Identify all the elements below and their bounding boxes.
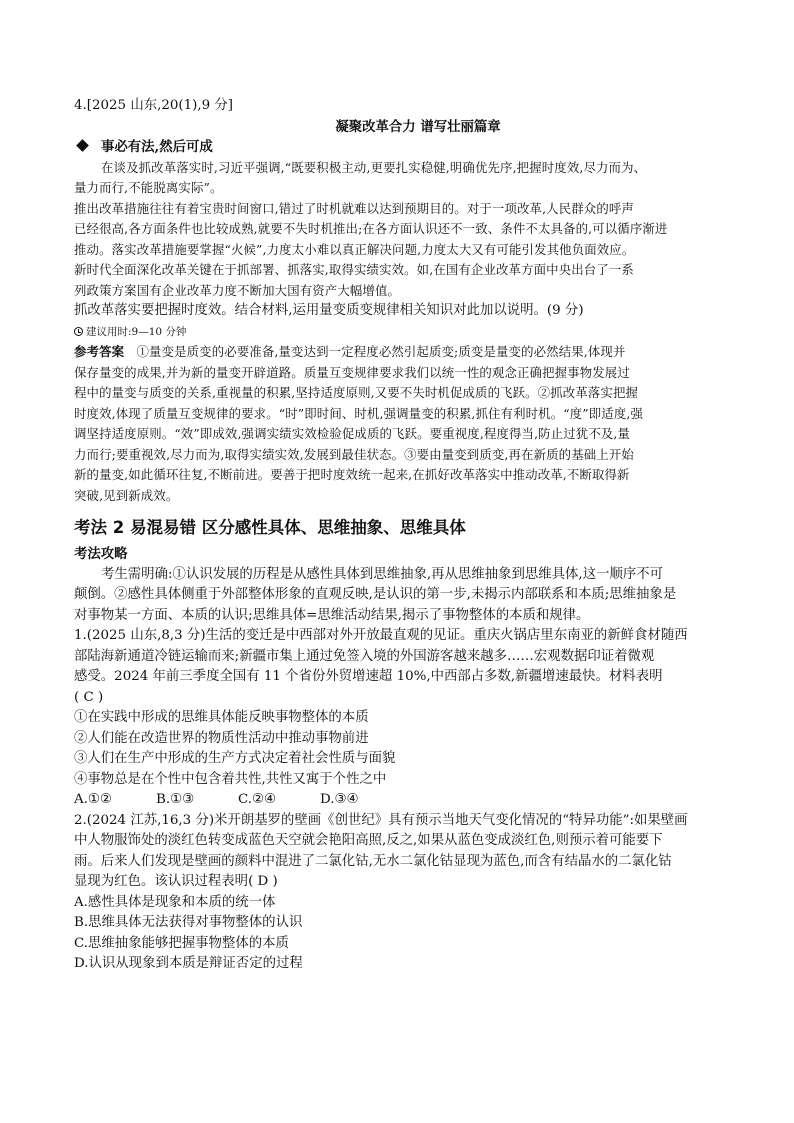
q2-answer: ( D ) — [248, 874, 278, 889]
strategy-label: 考法攻略 — [74, 546, 128, 562]
answer-line: 程中的量变与质变的关系,重视量的积累,坚持适度原则,又要不失时机促成质的飞跃。②抓改革落实把握 — [74, 385, 639, 400]
q2-stem-text: 显现为红色。该认识过程表明 — [74, 874, 249, 889]
point-heading — [74, 137, 722, 158]
q2-option: B.思维具体无法获得对事物整体的认识 — [74, 915, 303, 930]
answer-line — [74, 342, 722, 363]
point-heading-text: 事必有法,然后可成 — [101, 139, 213, 155]
section-title: 考法 2 易混易错 区分感性具体、思维抽象、思维具体 — [74, 518, 466, 537]
diamond-bullet-icon — [76, 139, 89, 152]
q2-stem-last — [74, 872, 722, 893]
q2-option: D.认识从现象到本质是辩证否定的过程 — [74, 956, 303, 971]
q1-option: ③人们在生产中形成的生产方式决定着社会性质与面貌 — [74, 751, 396, 766]
q1-option: ②人们能在改造世界的物质性活动中推动事物前进 — [74, 730, 369, 746]
q1-choices — [74, 790, 722, 811]
strategy-line: 考生需明确:①认识发展的历程是从感性具体到思维抽象,再从思维抽象到思维具体,这一顺序不可 — [101, 566, 664, 582]
answer-text: ①量变是质变的必要准备,量变达到一定程度必然引起质变;质变是量变的必然结果,体现并 — [136, 344, 626, 359]
q1-choice-a: A.①② — [74, 792, 112, 807]
material-line: 新时代全面深化改革关键在于抓部署、抓落实,取得实绩实效。如,在国有企业改革方面中央出台了一系 — [74, 262, 634, 277]
material-title: 凝聚改革合力 谱写壮丽篇章 — [335, 118, 501, 135]
strategy-line: 对事物某一方面、本质的认识;思维具体=思维活动结果,揭示了事物整体的本质和规律。 — [74, 607, 590, 623]
q1-choice-c: C.②④ — [238, 792, 277, 807]
material-line: 量力而行,不能脱离实际”。 — [74, 180, 223, 195]
material-line: 列政策方案国有企业改革力度不断加大国有资产大幅增值。 — [74, 282, 401, 298]
q2-stem: 中人物服饰处的淡红色转变成蓝色天空就会艳阳高照,反之,如果从蓝色变成淡红色,则预示着可能要下 — [74, 833, 663, 848]
q1-answer: ( C ) — [74, 689, 104, 705]
material-line: 已经很高,各方面条件也比较成熟,就要不失时机推出;在各方面认识还不一致、条件不太具备的,可以循序渐进 — [74, 221, 668, 236]
q2-option: A.感性具体是现象和本质的统一体 — [74, 894, 276, 910]
q1-choice-d: D.③④ — [320, 792, 359, 807]
answer-line: 保存量变的成果,并为新的量变开辟道路。质量互变规律要求我们以统一性的观念正确把握事物发展过 — [74, 364, 630, 380]
document-page — [74, 96, 722, 975]
answer-line: 新的量变,如此循环往复,不断前进。要善于把时度效统一起来,在抓好改革落实中推动改革,不断取得新 — [74, 467, 630, 482]
q1-option: ④事物总是在个性中包含着共性,共性又寓于个性之中 — [74, 771, 387, 787]
q1-stem: 部陆海新通道冷链运输而来;新疆市集上通过免签入境的外国游客越来越多……宏观数据印证着微观 — [74, 648, 655, 664]
material-line: 在谈及抓改革落实时,习近平强调,“既要积极主动,更要扎实稳健,明确优先序,把握时度效,尽力而为、 — [101, 159, 647, 175]
strategy-line: 颠倒。②感性具体侧重于外部整体形象的直观反映,是认识的第一步,未揭示内部联系和本质;思维抽象是 — [74, 587, 677, 602]
material-line: 推出改革措施往往有着宝贵时间窗口,错过了时机就难以达到预期目的。对于一项改革,人民群众的呼声 — [74, 200, 634, 216]
q1-option: ①在实践中形成的思维具体能反映事物整体的本质 — [74, 710, 369, 725]
clock-icon — [74, 327, 83, 336]
q1-choice-b: B.①③ — [156, 792, 195, 807]
answer-line: 突破,见到新成效。 — [74, 487, 179, 503]
answer-line: 力而行;要重视效,尽力而为,取得实绩实效,发展到最佳状态。③要由量变到质变,再在新质的基础上开始 — [74, 446, 634, 462]
q2-stem: 雨。后来人们发现是壁画的颜料中混进了二氯化钴,无水二氯化钴显现为蓝色,而含有结晶水的二氯化钴 — [74, 853, 672, 869]
q2-stem: 2.(2024 江苏,16,3 分)米开朗基罗的壁画《创世纪》具有预示当地天气变化情况的“特异功能”:如果壁画 — [74, 812, 688, 828]
q1-stem: 感受。2024 年前三季度全国有 11 个省份外贸增速超 10%,中西部占多数,新疆增速最快。材料表明 — [74, 669, 663, 684]
suggested-time-text: 建议用时:9—10 分钟 — [86, 325, 187, 338]
answer-line: 调坚持适度原则。“效”即成效,强调实绩实效检验促成质的飞跃。要重视度,程度得当,防止过犹不及,量 — [74, 426, 631, 441]
answer-line: 时度效,体现了质量互变规律的要求。“时”即时间、时机,强调量变的积累,抓住有利时机。“度”即适度,强 — [74, 405, 643, 421]
answer-label: 参考答案 — [74, 344, 125, 359]
question-prompt: 抓改革落实要把握时度效。结合材料,运用量变质变规律相关知识对此加以说明。(9 分) — [74, 303, 584, 318]
q1-stem: 1.(2025 山东,8,3 分)生活的变迁是中西部对外开放最直观的见证。重庆火锅店里东南亚的新鲜食材随西 — [74, 628, 688, 643]
suggested-time — [74, 322, 722, 343]
q2-option: C.思维抽象能够把握事物整体的本质 — [74, 935, 289, 951]
question-header: 4.[2025 山东,20(1),9 分] — [74, 98, 234, 113]
material-line: 推动。落实改革措施要掌握“火候”,力度太小难以真正解决问题,力度太大又有可能引发其他负面效应。 — [74, 241, 635, 257]
